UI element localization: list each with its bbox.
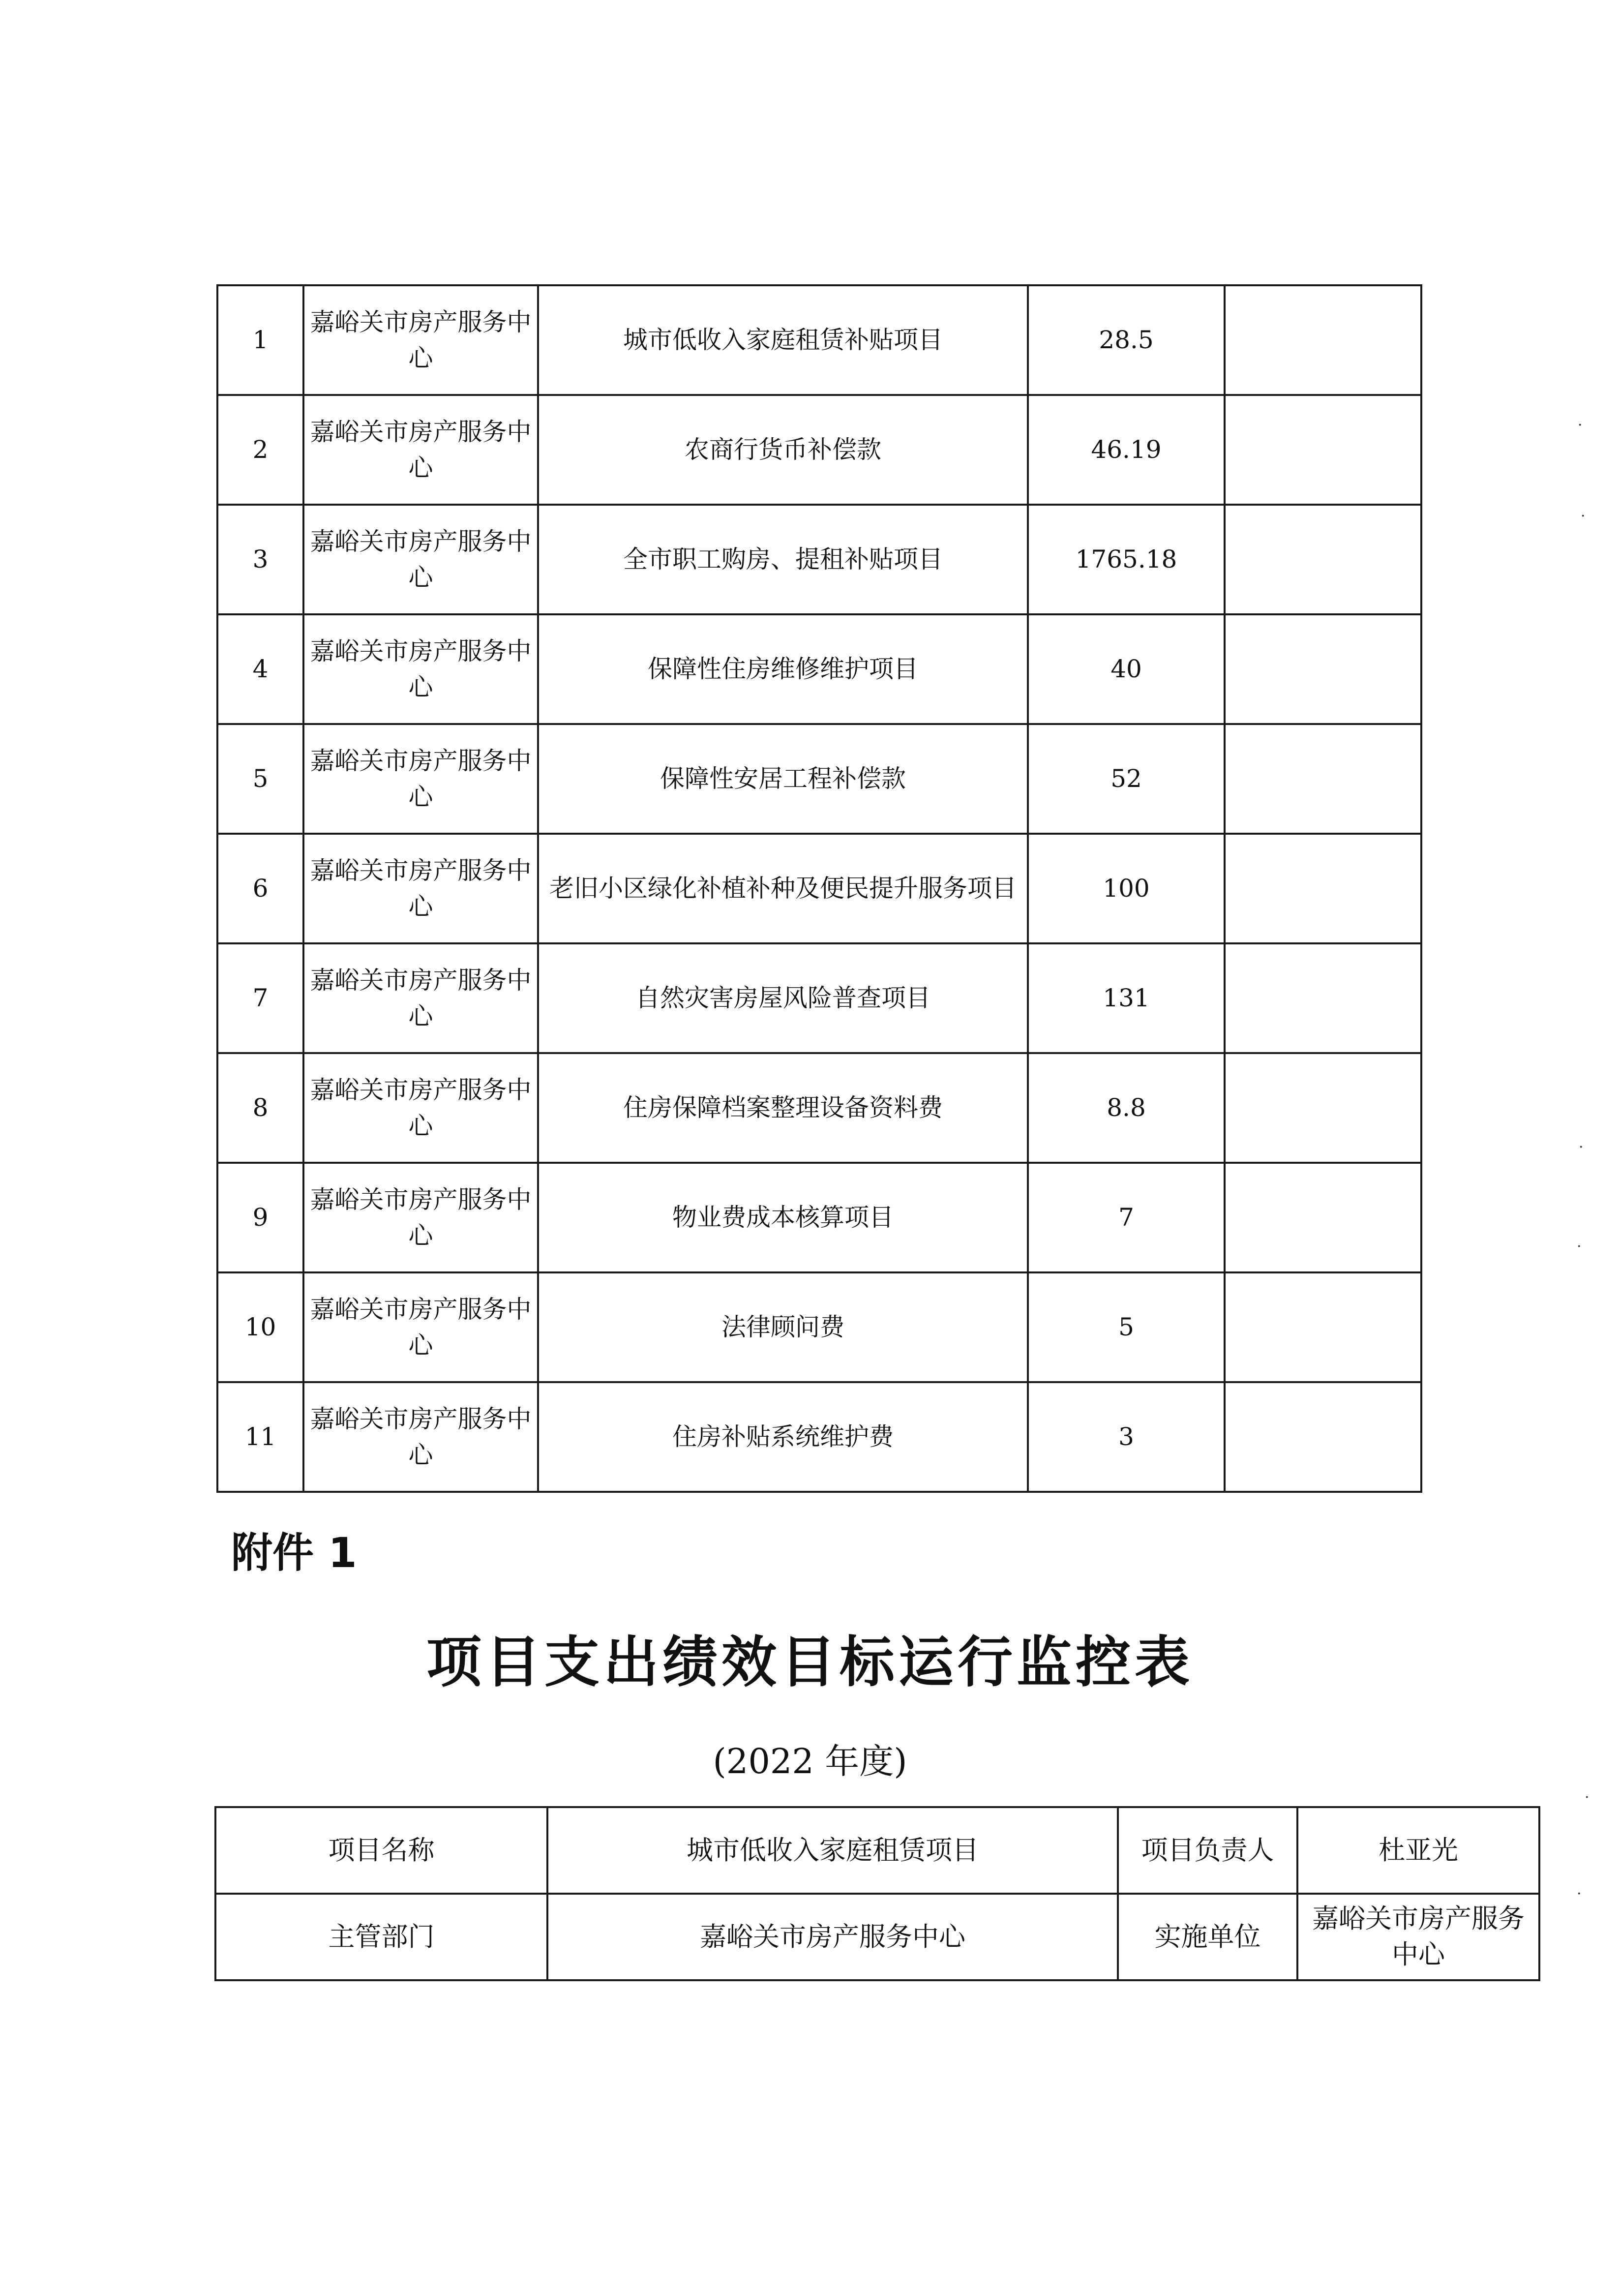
project-info-table [214, 1806, 1540, 1981]
amount: 131 [1028, 943, 1225, 1053]
row-number: 9 [217, 1163, 303, 1272]
project-name: 农商行货币补偿款 [538, 395, 1028, 505]
amount: 5 [1028, 1272, 1225, 1382]
project-leader-label: 项目负责人 [1118, 1807, 1297, 1894]
table-row [217, 1272, 1421, 1382]
scan-speck: · [1577, 1238, 1582, 1255]
amount: 3 [1028, 1382, 1225, 1492]
remark [1225, 1272, 1421, 1382]
project-name: 自然灾害房屋风险普查项目 [538, 943, 1028, 1053]
project-name: 城市低收入家庭租赁补贴项目 [538, 285, 1028, 395]
project-name: 住房补贴系统维护费 [538, 1382, 1028, 1492]
scan-speck: · [1579, 1139, 1584, 1156]
unit-name: 嘉峪关市房产服务中心 [303, 1272, 538, 1382]
table-row [217, 834, 1421, 943]
table-row [217, 1163, 1421, 1272]
table-row [217, 1053, 1421, 1163]
remark [1225, 724, 1421, 834]
remark [1225, 505, 1421, 614]
unit-name: 嘉峪关市房产服务中心 [303, 285, 538, 395]
attachment-label: 附件 1 [231, 1529, 357, 1577]
table-row [217, 724, 1421, 834]
row-number: 10 [217, 1272, 303, 1382]
row-number: 5 [217, 724, 303, 834]
remark [1225, 1163, 1421, 1272]
row-number: 6 [217, 834, 303, 943]
amount: 7 [1028, 1163, 1225, 1272]
row-number: 4 [217, 614, 303, 724]
unit-name: 嘉峪关市房产服务中心 [303, 614, 538, 724]
table-row [217, 285, 1421, 395]
implementer-value: 嘉峪关市房产服务中心 [1297, 1894, 1539, 1980]
amount: 46.19 [1028, 395, 1225, 505]
unit-name: 嘉峪关市房产服务中心 [303, 724, 538, 834]
table-row [215, 1894, 1539, 1980]
table-row [217, 614, 1421, 724]
row-number: 11 [217, 1382, 303, 1492]
form-title: 项目支出绩效目标运行监控表 [426, 1631, 1194, 1694]
scan-speck: · [1585, 1789, 1590, 1806]
amount: 52 [1028, 724, 1225, 834]
scan-speck: · [1577, 1885, 1582, 1903]
unit-name: 嘉峪关市房产服务中心 [303, 1163, 538, 1272]
amount: 1765.18 [1028, 505, 1225, 614]
amount: 8.8 [1028, 1053, 1225, 1163]
remark [1225, 614, 1421, 724]
remark [1225, 1382, 1421, 1492]
table-row [217, 395, 1421, 505]
project-name: 保障性住房维修维护项目 [538, 614, 1028, 724]
amount: 100 [1028, 834, 1225, 943]
row-number: 7 [217, 943, 303, 1053]
project-name: 法律顾问费 [538, 1272, 1028, 1382]
remark [1225, 1053, 1421, 1163]
unit-name: 嘉峪关市房产服务中心 [303, 505, 538, 614]
project-leader-value: 杜亚光 [1297, 1807, 1539, 1894]
unit-name: 嘉峪关市房产服务中心 [303, 943, 538, 1053]
project-name: 物业费成本核算项目 [538, 1163, 1028, 1272]
department-label: 主管部门 [215, 1894, 547, 1980]
remark [1225, 395, 1421, 505]
unit-name: 嘉峪关市房产服务中心 [303, 395, 538, 505]
row-number: 8 [217, 1053, 303, 1163]
amount: 40 [1028, 614, 1225, 724]
row-number: 1 [217, 285, 303, 395]
project-name: 全市职工购房、提租补贴项目 [538, 505, 1028, 614]
amount: 28.5 [1028, 285, 1225, 395]
table-row [215, 1807, 1539, 1894]
project-name: 住房保障档案整理设备资料费 [538, 1053, 1028, 1163]
remark [1225, 834, 1421, 943]
department-value: 嘉峪关市房产服务中心 [547, 1894, 1118, 1980]
scan-speck: · [1578, 417, 1583, 434]
unit-name: 嘉峪关市房产服务中心 [303, 834, 538, 943]
row-number: 2 [217, 395, 303, 505]
project-name-label: 项目名称 [215, 1807, 547, 1894]
table-row [217, 943, 1421, 1053]
form-year: (2022 年度) [713, 1741, 907, 1782]
unit-name: 嘉峪关市房产服务中心 [303, 1382, 538, 1492]
row-number: 3 [217, 505, 303, 614]
project-name-value: 城市低收入家庭租赁项目 [547, 1807, 1118, 1894]
remark [1225, 943, 1421, 1053]
table-row [217, 1382, 1421, 1492]
remark [1225, 285, 1421, 395]
project-name: 保障性安居工程补偿款 [538, 724, 1028, 834]
unit-name: 嘉峪关市房产服务中心 [303, 1053, 538, 1163]
project-list-table [216, 284, 1422, 1493]
scan-speck: · [1581, 508, 1586, 525]
table-row [217, 505, 1421, 614]
implementer-label: 实施单位 [1118, 1894, 1297, 1980]
project-name: 老旧小区绿化补植补种及便民提升服务项目 [538, 834, 1028, 943]
